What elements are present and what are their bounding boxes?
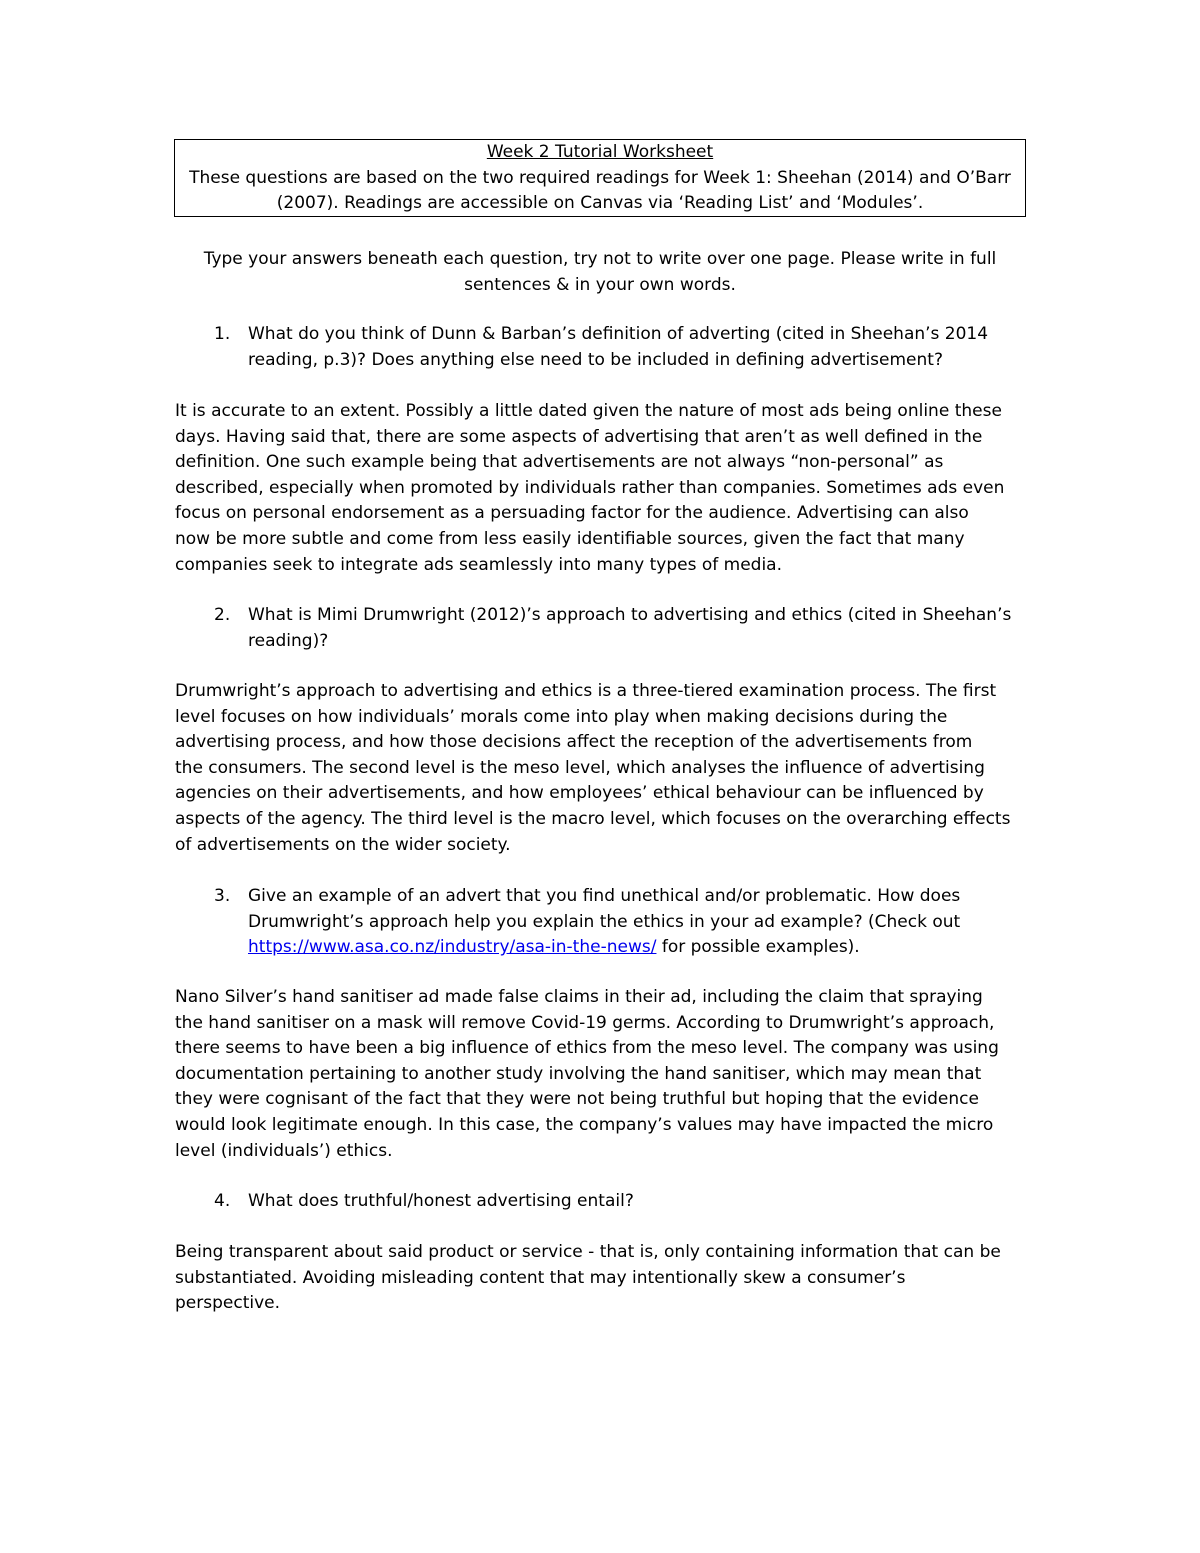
question-3-number: 3. <box>214 886 231 906</box>
answer-3-line: there seems to have been a big influence of ethics from the meso level. The company was using <box>175 1038 999 1059</box>
question-1-line-1: What do you think of Dunn & Barban’s definition of adverting (cited in Sheehan’s 2014 <box>248 324 989 344</box>
answer-3-line: documentation pertaining to another study involving the hand sanitiser, which may mean that <box>175 1063 982 1084</box>
asa-news-link[interactable]: https://www.asa.co.nz/industry/asa-in-the-news/ <box>248 937 657 958</box>
answer-3 <box>175 985 999 1164</box>
question-3-text <box>248 884 960 961</box>
header-description-line-2: (2007). Readings are accessible on Canvas via ‘Reading List’ and ‘Modules’. <box>276 193 924 213</box>
answer-2-line: the consumers. The second level is the meso level, which analyses the influence of advertising <box>175 757 985 778</box>
answer-4-line: Being transparent about said product or service - that is, only containing information that can be <box>175 1242 1001 1262</box>
answer-2-line: level focuses on how individuals’ morals come into play when making decisions during the <box>175 706 948 727</box>
answer-1-line: described, especially when promoted by individuals rather than companies. Sometimes ads even <box>175 477 1005 498</box>
question-2-number: 2. <box>214 605 231 625</box>
answer-1-line: focus on personal endorsement as a persuading factor for the audience. Advertising can also <box>175 503 969 524</box>
instructions-line-1: Type your answers beneath each question, try not to write over one page. Please write in full <box>203 249 997 269</box>
question-1-line-2: reading, p.3)? Does anything else need to be included in defining advertisement? <box>248 349 943 370</box>
answer-3-line: Nano Silver’s hand sanitiser ad made false claims in their ad, including the claim that spraying <box>175 987 983 1007</box>
question-4-text <box>248 1189 634 1215</box>
question-1-number: 1. <box>214 324 231 344</box>
answer-4-line: perspective. <box>175 1293 281 1314</box>
answer-3-line: the hand sanitiser on a mask will remove Covid-19 germs. According to Drumwright’s approach, <box>175 1012 995 1033</box>
answer-1-line: companies seek to integrate ads seamlessly into many types of media. <box>175 554 782 575</box>
question-3-line-3 <box>248 935 960 961</box>
question-4-line-1: What does truthful/honest advertising entail? <box>248 1191 634 1211</box>
question-3-line-2: Drumwright’s approach help you explain the ethics in your ad example? (Check out <box>248 911 961 932</box>
answer-3-line: would look legitimate enough. In this case, the company’s values may have impacted the micro <box>175 1114 994 1135</box>
answer-2-line: of advertisements on the wider society. <box>175 834 511 855</box>
worksheet-header-box <box>174 139 1026 217</box>
answer-1 <box>175 399 1004 578</box>
question-3-link-suffix: for possible examples). <box>656 937 860 958</box>
instructions <box>174 247 1026 298</box>
question-2-line-1: What is Mimi Drumwright (2012)’s approach to advertising and ethics (cited in Sheehan’s <box>248 605 1012 625</box>
worksheet-title: Week 2 Tutorial Worksheet <box>486 142 714 162</box>
answer-4 <box>175 1240 1001 1317</box>
question-3-line-1: Give an example of an advert that you find unethical and/or problematic. How does <box>248 886 961 906</box>
question-2-text <box>248 603 1011 654</box>
answer-2-line: aspects of the agency. The third level is the macro level, which focuses on the overarching effects <box>175 808 1011 829</box>
question-1-text <box>248 322 988 373</box>
answer-1-line: definition. One such example being that advertisements are not always “non-personal” as <box>175 452 944 473</box>
answer-1-line: It is accurate to an extent. Possibly a little dated given the nature of most ads being online these <box>175 401 1002 421</box>
answer-1-line: now be more subtle and come from less easily identifiable sources, given the fact that many <box>175 528 965 549</box>
header-description-line-1: These questions are based on the two required readings for Week 1: Sheehan (2014) and O’Barr <box>189 167 1011 188</box>
answer-2-line: agencies on their advertisements, and how employees’ ethical behaviour can be influenced by <box>175 783 984 804</box>
answer-2-line: advertising process, and how those decisions affect the reception of the advertisements from <box>175 732 973 753</box>
answer-1-line: days. Having said that, there are some aspects of advertising that aren’t as well defined in the <box>175 426 983 447</box>
question-2-line-2: reading)? <box>248 630 329 651</box>
answer-2 <box>175 679 1010 858</box>
answer-2-line: Drumwright’s approach to advertising and ethics is a three-tiered examination process. The first <box>175 681 997 701</box>
instructions-line-2: sentences & in your own words. <box>464 274 736 295</box>
answer-3-line: level (individuals’) ethics. <box>175 1140 393 1161</box>
answer-4-line: substantiated. Avoiding misleading content that may intentionally skew a consumer’s <box>175 1267 906 1288</box>
answer-3-line: they were cognisant of the fact that they were not being truthful but hoping that the evidence <box>175 1089 979 1110</box>
question-4-number: 4. <box>214 1191 231 1211</box>
